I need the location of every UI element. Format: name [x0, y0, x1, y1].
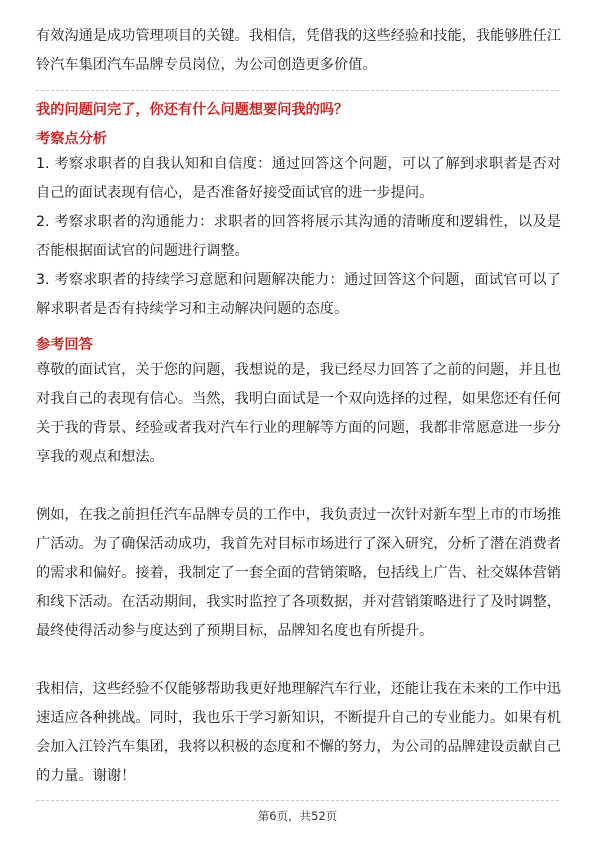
answer-paragraph-2: 例如，在我之前担任汽车品牌专员的工作中，我负责过一次针对新车型上市的市场推广活动。为了确保活动成功，我首先对目标市场进行了深入研究，分析了潜在消费者的需求和偏好。接着，我制定了一套全面的营销策略，包括线上广告、社交媒体营销和线下活动。在活动期间，我实时监控了各项数据，并对营销策略进行了及时调整，最终使得活动参与度达到了预期目标，品牌知名度也有所提升。	[36, 507, 561, 639]
answer-heading: 参考回答	[36, 337, 93, 353]
analysis-item-2: 2. 考察求职者的沟通能力：求职者的回答将展示其沟通的清晰度和逻辑性，以及是否能根据面试官的问题进行调整。	[36, 214, 561, 259]
page-footer	[0, 808, 595, 824]
intro-paragraph: 有效沟通是成功管理项目的关键。我相信，凭借我的这些经验和技能，我能够胜任江铃汽车集团汽车品牌专员岗位，为公司创造更多价值。	[36, 28, 561, 73]
answer-section	[36, 334, 561, 791]
intro-block	[36, 22, 561, 80]
footer-divider	[36, 800, 559, 801]
analysis-heading: 考察点分析	[36, 131, 107, 147]
page-number: 第6页，共52页	[257, 809, 338, 823]
analysis-item-1: 1. 考察求职者的自我认知和自信度：通过回答这个问题，可以了解到求职者是否对自己的面试表现有信心，是否准备好接受面试官的进一步提问。	[36, 156, 561, 201]
question-heading: 我的问题问完了，你还有什么问题想要问我的吗？	[36, 102, 349, 118]
analysis-item-3: 3. 考察求职者的持续学习意愿和问题解决能力：通过回答这个问题，面试官可以了解求职者是否有持续学习和主动解决问题的态度。	[36, 272, 561, 317]
answer-paragraph-1: 尊敬的面试官，关于您的问题，我想说的是，我已经尽力回答了之前的问题，并且也对我自己的表现有信心。当然，我明白面试是一个双向选择的过程，如果您还有任何关于我的背景、经验或者我对汽车行业的理解等方面的问题，我都非常愿意进一步分享我的观点和想法。	[36, 362, 561, 465]
analysis-section	[36, 128, 561, 324]
question-block	[36, 96, 561, 125]
section-divider	[36, 90, 559, 91]
answer-paragraph-3: 我相信，这些经验不仅能够帮助我更好地理解汽车行业，还能让我在未来的工作中迅速适应各种挑战。同时，我也乐于学习新知识，不断提升自己的专业能力。如果有机会加入江铃汽车集团，我将以积极的态度和不懈的努力，为公司的品牌建设贡献自己的力量。谢谢！	[36, 681, 561, 784]
